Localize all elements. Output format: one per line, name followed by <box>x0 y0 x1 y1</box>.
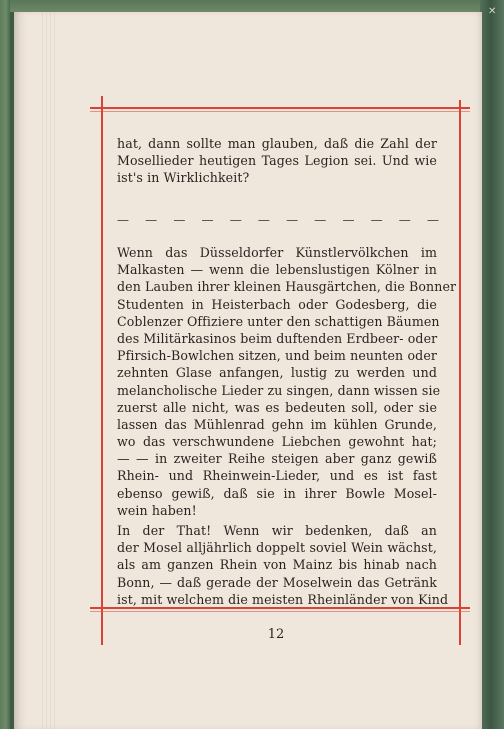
text-line: wo das verschwundene Liebchen gewohnt hat; <box>117 434 437 450</box>
book-cover-left <box>0 0 10 729</box>
text-line: ist's in Wirklichkeit? <box>117 170 250 186</box>
text-line: Malkasten — wenn die lebenslustigen Kölner in <box>117 262 437 278</box>
frame-right-line <box>459 100 461 645</box>
text-line: Studenten in Heisterbach oder Godesberg, die <box>117 296 437 312</box>
text-line: Mosellieder heutigen Tages Legion sei. Und wie <box>117 153 437 169</box>
text-line: ebenso gewiß, daß sie in ihrer Bowle Mosel- <box>117 485 437 501</box>
book-cover-right <box>480 0 504 729</box>
frame-top-line-inner <box>90 111 470 112</box>
text-line: zehnten Glase anfangen, lustig zu werden und <box>117 365 437 381</box>
top-paragraph <box>117 135 437 187</box>
page-number: 12 <box>267 627 285 642</box>
text-line: als am ganzen Rhein von Mainz bis hinab nach <box>117 557 437 573</box>
text-line: ist, mit welchem die meisten Rheinländer von Kind <box>117 591 449 607</box>
text-line: In der That! Wenn wir bedenken, daß an <box>117 523 437 538</box>
text-line: hat, dann sollte man glauben, daß die Zahl der <box>117 136 437 151</box>
text-line: Wenn das Düsseldorfer Künstlervölkchen im <box>117 245 437 260</box>
frame-top-line <box>90 107 470 109</box>
text-line: Bonn, — daß gerade der Moselwein das Getränk <box>117 574 437 590</box>
text-line: der Mosel alljährlich doppelt soviel Wein wächst, <box>117 540 437 556</box>
text-line: wein haben! <box>117 502 197 518</box>
text-line: — — in zweiter Reihe steigen aber ganz gewiß <box>117 451 437 467</box>
text-line: Coblenzer Offiziere unter den schattigen Bäumen <box>117 313 440 329</box>
separator-text: — — — — — — — — — — — — <box>117 213 445 227</box>
frame-left-line <box>101 96 103 645</box>
frame-bottom-line-inner <box>90 611 470 612</box>
text-line: zuerst alle nicht, was es bedeuten soll, oder sie <box>117 399 437 415</box>
text-line: melancholische Lieder zu singen, dann wissen sie <box>117 382 441 398</box>
section-separator <box>117 213 445 227</box>
text-line: Rhein- und Rheinwein-Lieder, und es ist fast <box>117 468 437 484</box>
text-line: lassen das Mühlenrad gehn im kühlen Grunde, <box>117 416 437 432</box>
text-line: Pfirsich-Bowlchen sitzen, und beim neunten oder <box>117 348 437 364</box>
text-line: den Lauben ihrer kleinen Hausgärtchen, die Bonner <box>117 279 457 295</box>
corner-mark-icon: ✕ <box>488 6 497 17</box>
paragraph-two <box>117 244 457 519</box>
gutter-texture <box>42 12 56 729</box>
text-line: des Militärkasinos beim duftenden Erdbeer- oder <box>117 330 438 346</box>
book-cover-top <box>0 0 504 12</box>
paragraph-three <box>117 522 449 608</box>
